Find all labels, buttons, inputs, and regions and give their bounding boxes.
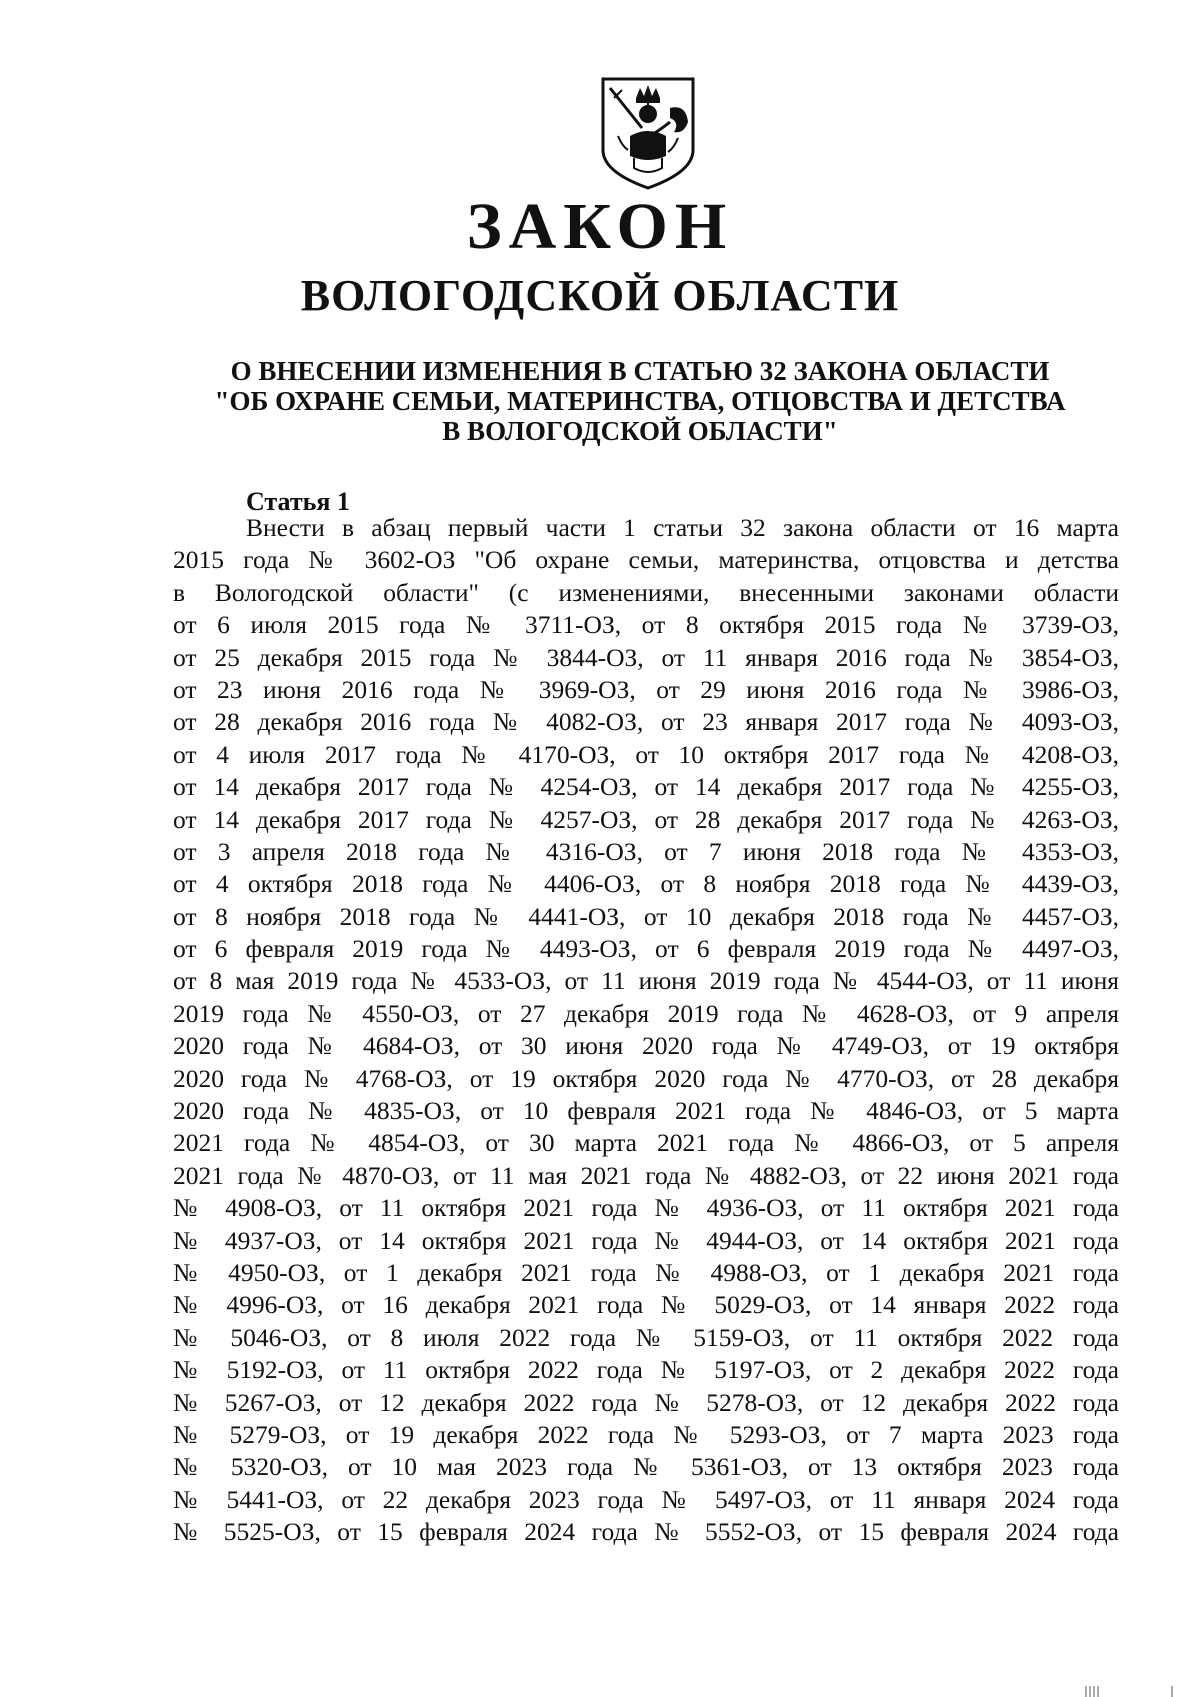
article-body-line: № 5046-ОЗ, от 8 июля 2022 года № 5159-ОЗ, от 11 октября 2022 года	[173, 1322, 1119, 1352]
article-body-line: в Вологодской области" (с изменениями, внесенными законами области	[173, 577, 1119, 607]
article-heading: Статья 1	[246, 487, 350, 516]
article-body-line: от 4 октября 2018 года № 4406-ОЗ, от 8 ноября 2018 года № 4439-ОЗ,	[173, 869, 1119, 899]
article-body-line: 2021 года № 4854-ОЗ, от 30 марта 2021 года № 4866-ОЗ, от 5 апреля	[173, 1128, 1119, 1158]
article-body-line: от 23 июня 2016 года № 3969-ОЗ, от 29 июня 2016 года № 3986-ОЗ,	[173, 674, 1119, 704]
article-body-line: № 5525-ОЗ, от 15 февраля 2024 года № 5552-ОЗ, от 15 февраля 2024 года	[173, 1517, 1119, 1547]
article-body-line: 2015 года № 3602-ОЗ "Об охране семьи, материнства, отцовства и детства	[173, 545, 1119, 575]
article-body-line: № 5267-ОЗ, от 12 декабря 2022 года № 5278-ОЗ, от 12 декабря 2022 года	[173, 1387, 1119, 1417]
article-body-line: от 14 декабря 2017 года № 4254-ОЗ, от 14 декабря 2017 года № 4255-ОЗ,	[173, 772, 1119, 802]
article-body-line: от 8 ноября 2018 года № 4441-ОЗ, от 10 декабря 2018 года № 4457-ОЗ,	[173, 901, 1119, 931]
article-body-line: 2020 года № 4684-ОЗ, от 30 июня 2020 года № 4749-ОЗ, от 19 октября	[173, 1031, 1119, 1061]
article-body-line: № 4996-ОЗ, от 16 декабря 2021 года № 5029-ОЗ, от 14 января 2022 года	[173, 1290, 1119, 1320]
article-body-line: № 4937-ОЗ, от 14 октября 2021 года № 4944-ОЗ, от 14 октября 2021 года	[173, 1225, 1119, 1255]
scan-edge-marks	[1080, 1684, 1180, 1697]
region-heading: ВОЛОГОДСКОЙ ОБЛАСТИ	[300, 271, 900, 320]
article-body-line: от 8 мая 2019 года № 4533-ОЗ, от 11 июня 2019 года № 4544-ОЗ, от 11 июня	[173, 966, 1119, 996]
article-body-line: от 3 апреля 2018 года № 4316-ОЗ, от 7 июня 2018 года № 4353-ОЗ,	[173, 836, 1119, 866]
law-title-line: В ВОЛОГОДСКОЙ ОБЛАСТИ"	[442, 416, 838, 446]
law-title-line: О ВНЕСЕНИИ ИЗМЕНЕНИЯ В СТАТЬЮ 32 ЗАКОНА ОБЛАСТИ	[230, 356, 1050, 386]
article-body-line: от 25 декабря 2015 года № 3844-ОЗ, от 11 января 2016 года № 3854-ОЗ,	[173, 642, 1119, 672]
article-body-line: 2020 года № 4835-ОЗ, от 10 февраля 2021 года № 4846-ОЗ, от 5 марта	[173, 1096, 1119, 1126]
article-body-line: 2019 года № 4550-ОЗ, от 27 декабря 2019 года № 4628-ОЗ, от 9 апреля	[173, 998, 1119, 1028]
article-body-line: № 5279-ОЗ, от 19 декабря 2022 года № 5293-ОЗ, от 7 марта 2023 года	[173, 1419, 1119, 1449]
vologda-coat-of-arms-icon	[600, 76, 696, 191]
law-title	[150, 356, 1130, 446]
article-body-line: от 6 июля 2015 года № 3711-ОЗ, от 8 октября 2015 года № 3739-ОЗ,	[173, 610, 1119, 640]
article-body-line: Внести в абзац первый части 1 статьи 32 закона области от 16 марта	[246, 513, 1119, 542]
article-body-line: № 5441-ОЗ, от 22 декабря 2023 года № 5497-ОЗ, от 11 января 2024 года	[173, 1484, 1119, 1514]
law-title-line: "ОБ ОХРАНЕ СЕМЬИ, МАТЕРИНСТВА, ОТЦОВСТВА И ДЕТСТВА	[214, 386, 1066, 416]
article-body-line: от 28 декабря 2016 года № 4082-ОЗ, от 23 января 2017 года № 4093-ОЗ,	[173, 707, 1119, 737]
article-body-line: от 14 декабря 2017 года № 4257-ОЗ, от 28 декабря 2017 года № 4263-ОЗ,	[173, 804, 1119, 834]
law-heading: ЗАКОН	[466, 190, 734, 263]
article-body-line: № 5320-ОЗ, от 10 мая 2023 года № 5361-ОЗ, от 13 октября 2023 года	[173, 1452, 1119, 1482]
article-body-line: 2020 года № 4768-ОЗ, от 19 октября 2020 года № 4770-ОЗ, от 28 декабря	[173, 1063, 1119, 1093]
article-body	[173, 512, 1119, 1549]
article-body-line: № 4950-ОЗ, от 1 декабря 2021 года № 4988-ОЗ, от 1 декабря 2021 года	[173, 1257, 1119, 1287]
article-body-line: № 4908-ОЗ, от 11 октября 2021 года № 4936-ОЗ, от 11 октября 2021 года	[173, 1193, 1119, 1223]
article-body-line: от 4 июля 2017 года № 4170-ОЗ, от 10 октября 2017 года № 4208-ОЗ,	[173, 739, 1119, 769]
article-body-line: № 5192-ОЗ, от 11 октября 2022 года № 5197-ОЗ, от 2 декабря 2022 года	[173, 1355, 1119, 1385]
article-body-line: от 6 февраля 2019 года № 4493-ОЗ, от 6 февраля 2019 года № 4497-ОЗ,	[173, 934, 1119, 964]
article-body-line: 2021 года № 4870-ОЗ, от 11 мая 2021 года № 4882-ОЗ, от 22 июня 2021 года	[173, 1160, 1119, 1190]
